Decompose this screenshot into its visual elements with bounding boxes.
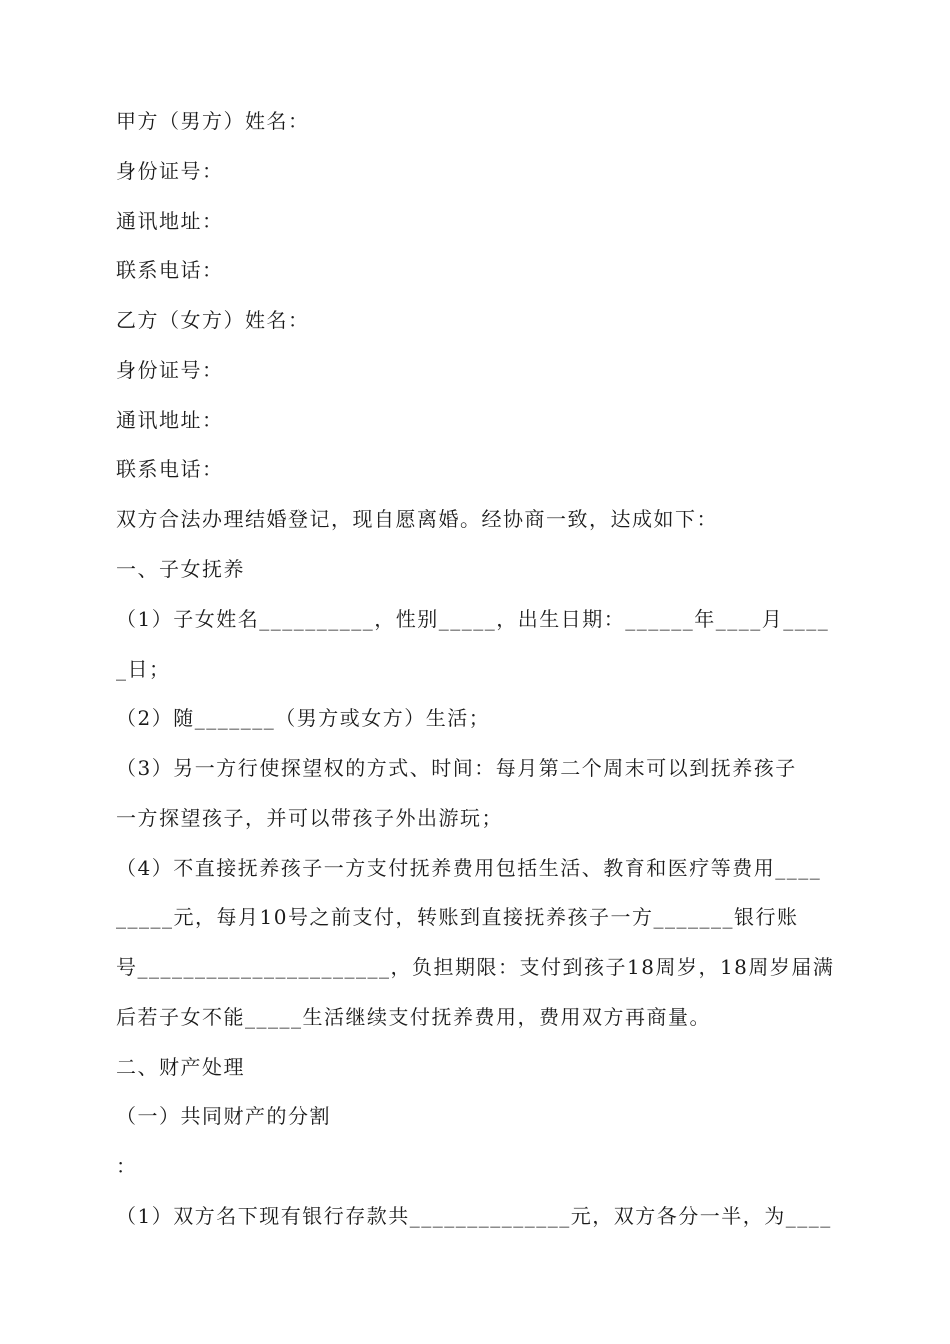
text-line-item-2: （2）随_______（男方或女方）生活； <box>116 706 491 730</box>
text-line-party-a-id: 身份证号： <box>116 159 224 183</box>
text-line-item-1-cont: _日； <box>116 657 171 681</box>
section-heading-property: 二、财产处理 <box>116 1055 245 1079</box>
text-line-party-a-phone: 联系电话： <box>116 258 224 282</box>
text-line-item-1: （1）子女姓名__________，性别_____，出生日期：______年____月____ <box>116 607 830 631</box>
subsection-heading-common-property: （一）共同财产的分割 <box>116 1104 331 1128</box>
text-line-party-a-address: 通讯地址： <box>116 209 224 233</box>
text-line-party-b-name: 乙方（女方）姓名： <box>116 308 310 332</box>
text-line-item-3: （3）另一方行使探望权的方式、时间：每月第二个周末可以到抚养孩子 <box>116 756 797 780</box>
section-heading-child-custody: 一、子女抚养 <box>116 557 245 581</box>
text-line-item-4-cont-3: 后若子女不能_____生活继续支付抚养费用，费用双方再商量。 <box>116 1005 711 1029</box>
text-line-item-4-cont-1: _____元，每月10号之前支付，转账到直接抚养孩子一方_______银行账 <box>116 905 799 929</box>
text-line-party-b-address: 通讯地址： <box>116 408 224 432</box>
text-line-party-b-phone: 联系电话： <box>116 457 224 481</box>
text-line-item-4-cont-2: 号______________________，负担期限：支付到孩子18周岁，18周岁届满 <box>116 955 835 979</box>
text-line-intro: 双方合法办理结婚登记，现自愿离婚。经协商一致，达成如下： <box>116 507 718 531</box>
text-line-item-3-cont: 一方探望孩子，并可以带孩子外出游玩； <box>116 806 503 830</box>
text-line-party-a-name: 甲方（男方）姓名： <box>116 109 310 133</box>
text-line-party-b-id: 身份证号： <box>116 358 224 382</box>
text-line-colon: ： <box>116 1154 138 1178</box>
text-line-property-item-1: （1）双方名下现有银行存款共______________元，双方各分一半，为____ <box>116 1204 832 1228</box>
text-line-item-4: （4）不直接抚养孩子一方支付抚养费用包括生活、教育和医疗等费用____ <box>116 856 822 880</box>
